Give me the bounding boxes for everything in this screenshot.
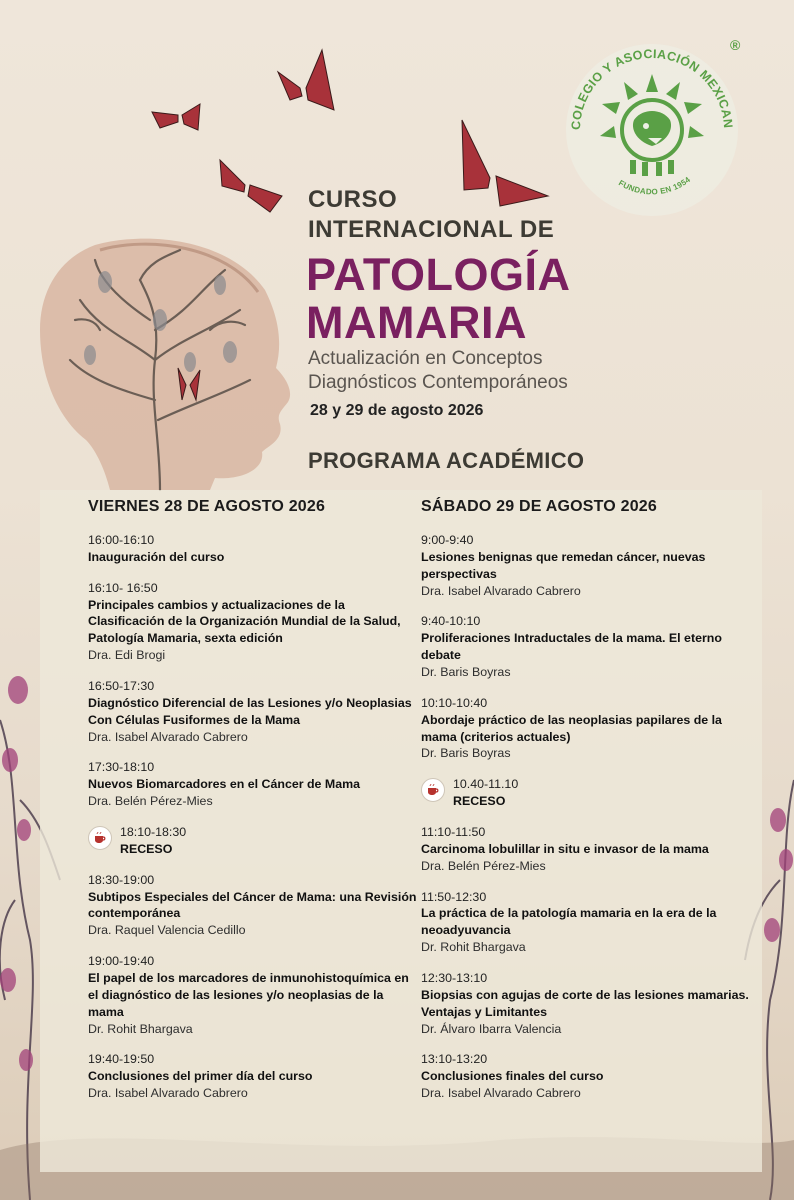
session-title: Biopsias con agujas de corte de las lesiones mamarias. Ventajas y Limitantes: [421, 987, 749, 1019]
course-name-line2: MAMARIA: [306, 297, 527, 348]
logo-ring-text: COLEGIO Y ASOCIACIÓN MEXICAN: [568, 46, 736, 131]
session-speaker: Dr. Rohit Bhargava: [421, 940, 526, 955]
session-time: 11:10-11:50: [421, 825, 486, 840]
registered-mark: ®: [730, 37, 741, 53]
break-text: [453, 776, 518, 810]
session-speaker: Dra. Isabel Alvarado Cabrero: [88, 1086, 248, 1101]
session-item: [88, 678, 418, 745]
session-title: Principales cambios y actualizaciones de la Clasificación de la Organización Mundial de la Salud, Patología Mamaria, sexta edición: [88, 597, 401, 646]
session-item: [88, 532, 418, 566]
session-item: [421, 695, 751, 762]
coffee-cup-icon: [88, 826, 112, 850]
session-item: [88, 580, 418, 664]
break-label: RECESO: [120, 841, 173, 856]
course-subtitle-line2: Diagnósticos Contemporáneos: [308, 372, 568, 393]
logo-founded-text: FUNDADO EN 1954: [617, 175, 693, 197]
session-item: [421, 824, 751, 875]
day-column-saturday: [421, 498, 751, 1116]
session-time: 13:10-13:20: [421, 1052, 488, 1067]
break-time: 10.40-11.10: [453, 777, 519, 792]
session-item: [421, 970, 751, 1037]
session-speaker: Dr. Álvaro Ibarra Valencia: [421, 1021, 562, 1036]
session-time: 10:10-10:40: [421, 695, 488, 710]
session-time: 9:00-9:40: [421, 533, 474, 547]
break-item: [88, 824, 418, 858]
break-time: 18:10-18:30: [120, 825, 187, 840]
session-item: [88, 953, 418, 1037]
session-item: [88, 759, 418, 810]
session-title: Abordaje práctico de las neoplasias papilares de la mama (criterios actuales): [421, 712, 722, 744]
session-time: 9:40-10:10: [421, 614, 481, 629]
course-dates: 28 y 29 de agosto 2026: [310, 402, 484, 419]
session-time: 11:50-12:30: [421, 889, 487, 904]
session-speaker: Dra. Isabel Alvarado Cabrero: [421, 1086, 581, 1101]
session-speaker: Dr. Baris Boyras: [421, 665, 511, 680]
butterfly-icon: [278, 50, 334, 110]
course-subtitle-line1: Actualización en Conceptos: [308, 348, 543, 369]
session-time: 18:30-19:00: [88, 872, 155, 887]
session-speaker: Dra. Raquel Valencia Cedillo: [88, 923, 246, 938]
session-title: Carcinoma lobulillar in situ e invasor de la mama: [421, 841, 709, 856]
logo: [566, 37, 741, 216]
session-item: [88, 872, 418, 939]
session-speaker: Dra. Isabel Alvarado Cabrero: [88, 729, 248, 744]
course-label-line2: INTERNACIONAL DE: [308, 216, 555, 243]
session-item: [421, 532, 751, 599]
day-title: VIERNES 28 DE AGOSTO 2026: [88, 498, 326, 515]
session-title: Conclusiones del primer día del curso: [88, 1069, 313, 1084]
session-time: 16:00-16:10: [88, 533, 155, 547]
session-title: Nuevos Biomarcadores en el Cáncer de Mama: [88, 777, 361, 792]
session-speaker: Dra. Belén Pérez-Mies: [421, 858, 546, 873]
session-title: Inauguración del curso: [88, 549, 225, 564]
session-title: Conclusiones finales del curso: [421, 1069, 604, 1084]
session-title: Lesiones benignas que remedan cáncer, nuevas perspectivas: [421, 549, 706, 581]
break-label: RECESO: [453, 794, 506, 809]
session-title: El papel de los marcadores de inmunohistoquímica en el diagnóstico de las lesiones y/o neoplasias de la mama: [88, 971, 409, 1019]
session-title: Diagnóstico Diferencial de las Lesiones y/o Neoplasias Con Células Fusiformes de la Mama: [88, 695, 412, 727]
course-label: CURSO: [308, 186, 398, 213]
session-speaker: Dr. Rohit Bhargava: [88, 1021, 193, 1036]
break-text: [120, 824, 186, 858]
session-speaker: Dr. Baris Boyras: [421, 746, 511, 761]
session-time: 12:30-13:10: [421, 971, 488, 986]
day-title: SÁBADO 29 DE AGOSTO 2026: [421, 498, 657, 515]
session-item: [421, 613, 751, 680]
session-time: 19:00-19:40: [88, 954, 155, 969]
day-column-friday: [88, 498, 418, 1116]
session-speaker: Dra. Edi Brogi: [88, 648, 166, 663]
session-speaker: Dra. Isabel Alvarado Cabrero: [421, 583, 581, 598]
session-time: 16:50-17:30: [88, 679, 155, 694]
session-item: [421, 889, 751, 956]
session-speaker: Dra. Belén Pérez-Mies: [88, 794, 213, 809]
course-name-line1: PATOLOGÍA: [306, 249, 571, 300]
session-title: La práctica de la patología mamaria en la era de la neoadyuvancia: [421, 906, 717, 938]
session-item: [88, 1051, 418, 1102]
butterfly-icon: [152, 104, 200, 130]
butterfly-icon: [462, 120, 548, 206]
butterfly-icon: [220, 160, 282, 212]
session-item: [421, 1051, 751, 1102]
session-time: 17:30-18:10: [88, 760, 155, 775]
session-title: Subtipos Especiales del Cáncer de Mama: una Revisión contemporánea: [88, 889, 417, 921]
coffee-cup-icon: [421, 778, 445, 802]
head-silhouette: [40, 239, 290, 490]
session-title: Proliferaciones Intraductales de la mama. El eterno debate: [421, 631, 722, 663]
program-heading: PROGRAMA ACADÉMICO: [308, 448, 585, 473]
session-time: 16:10- 16:50: [88, 580, 158, 595]
break-item: [421, 776, 751, 810]
session-time: 19:40-19:50: [88, 1052, 155, 1067]
